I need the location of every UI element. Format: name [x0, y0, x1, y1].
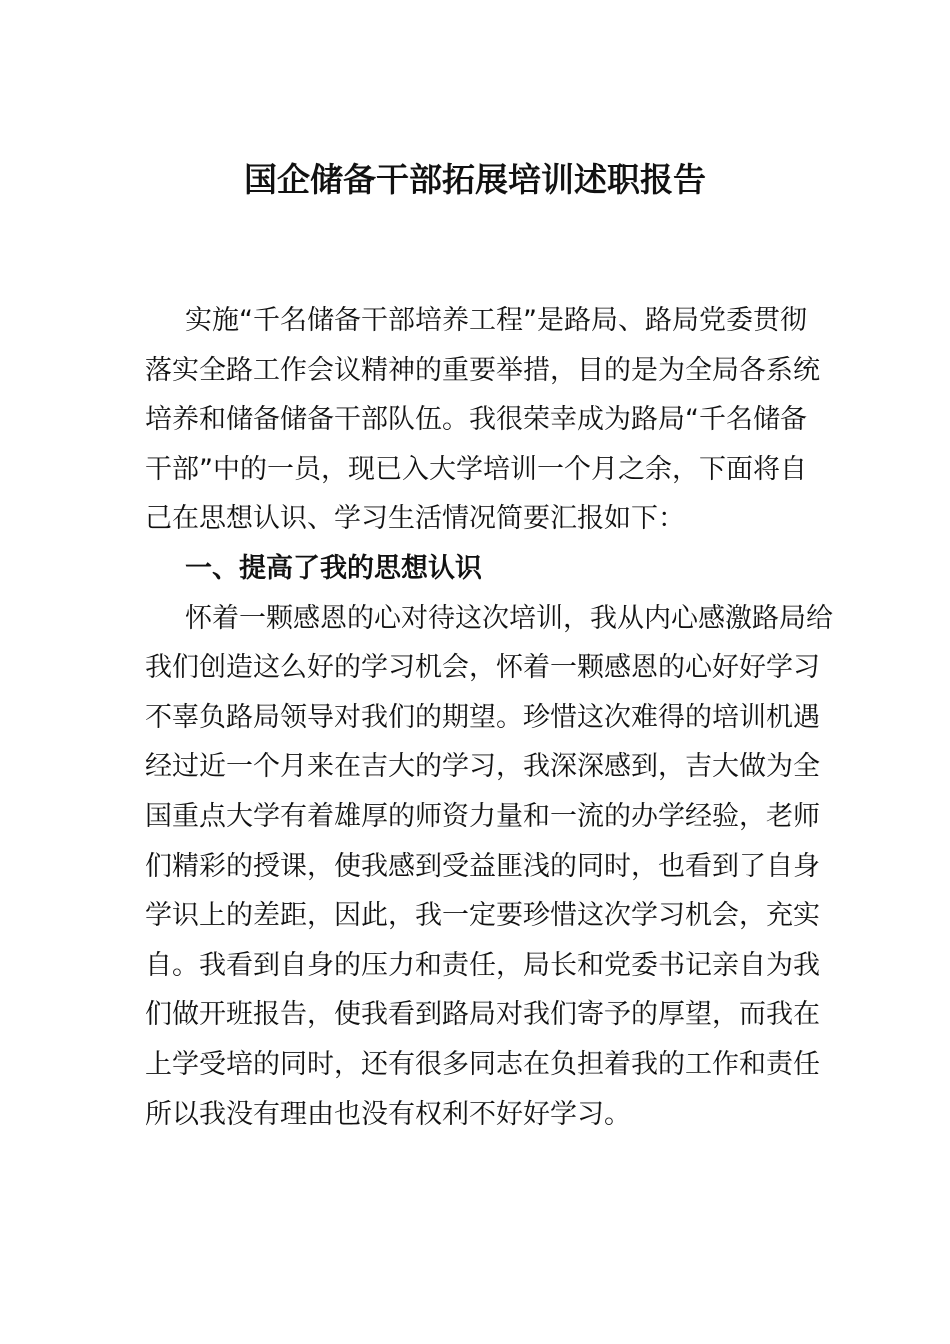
text-line: 己在思想认识、学习生活情况简要汇报如下： [145, 503, 685, 535]
paragraph-2 [145, 594, 833, 1140]
text-line: 国重点大学有着雄厚的师资力量和一流的办学经验，老师 [145, 800, 820, 832]
text-line: 学识上的差距，因此，我一定要珍惜这次学习机会，充实 [145, 900, 820, 932]
text-line: 落实全路工作会议精神的重要举措，目的是为全局各系统 [145, 354, 820, 386]
text-line: 实施“千名储备干部培养工程”是路局、路局党委贯彻 [185, 305, 807, 336]
text-line: 上学受培的同时，还有很多同志在负担着我的工作和责任 [145, 1048, 820, 1080]
section-heading: 一、提高了我的思想认识 [185, 552, 482, 584]
text-line: 经过近一个月来在吉大的学习，我深深感到，吉大做为全 [145, 751, 820, 783]
text-line: 们精彩的授课，使我感到受益匪浅的同时，也看到了自身 [145, 850, 820, 882]
text-line: 不辜负路局领导对我们的期望。珍惜这次难得的培训机遇 [145, 701, 820, 733]
text-line: 们做开班报告，使我看到路局对我们寄予的厚望，而我在 [145, 999, 820, 1031]
text-line: 干部”中的一员，现已入大学培训一个月之余，下面将自 [145, 453, 807, 485]
text-line: 自。我看到自身的压力和责任，局长和党委书记亲自为我 [145, 949, 820, 981]
paragraph-1 [145, 296, 820, 544]
text-line: 培养和储备储备干部队伍。我很荣幸成为路局“千名储备 [145, 404, 807, 436]
document-body [145, 296, 833, 1139]
text-line: 我们创造这么好的学习机会，怀着一颗感恩的心好好学习 [145, 652, 820, 684]
text-line: 所以我没有理由也没有权利不好好学习。 [145, 1098, 631, 1130]
document-title: 国企储备干部拓展培训述职报告 [244, 160, 706, 199]
text-line: 怀着一颗感恩的心对待这次培训，我从内心感激路局给 [185, 602, 833, 634]
